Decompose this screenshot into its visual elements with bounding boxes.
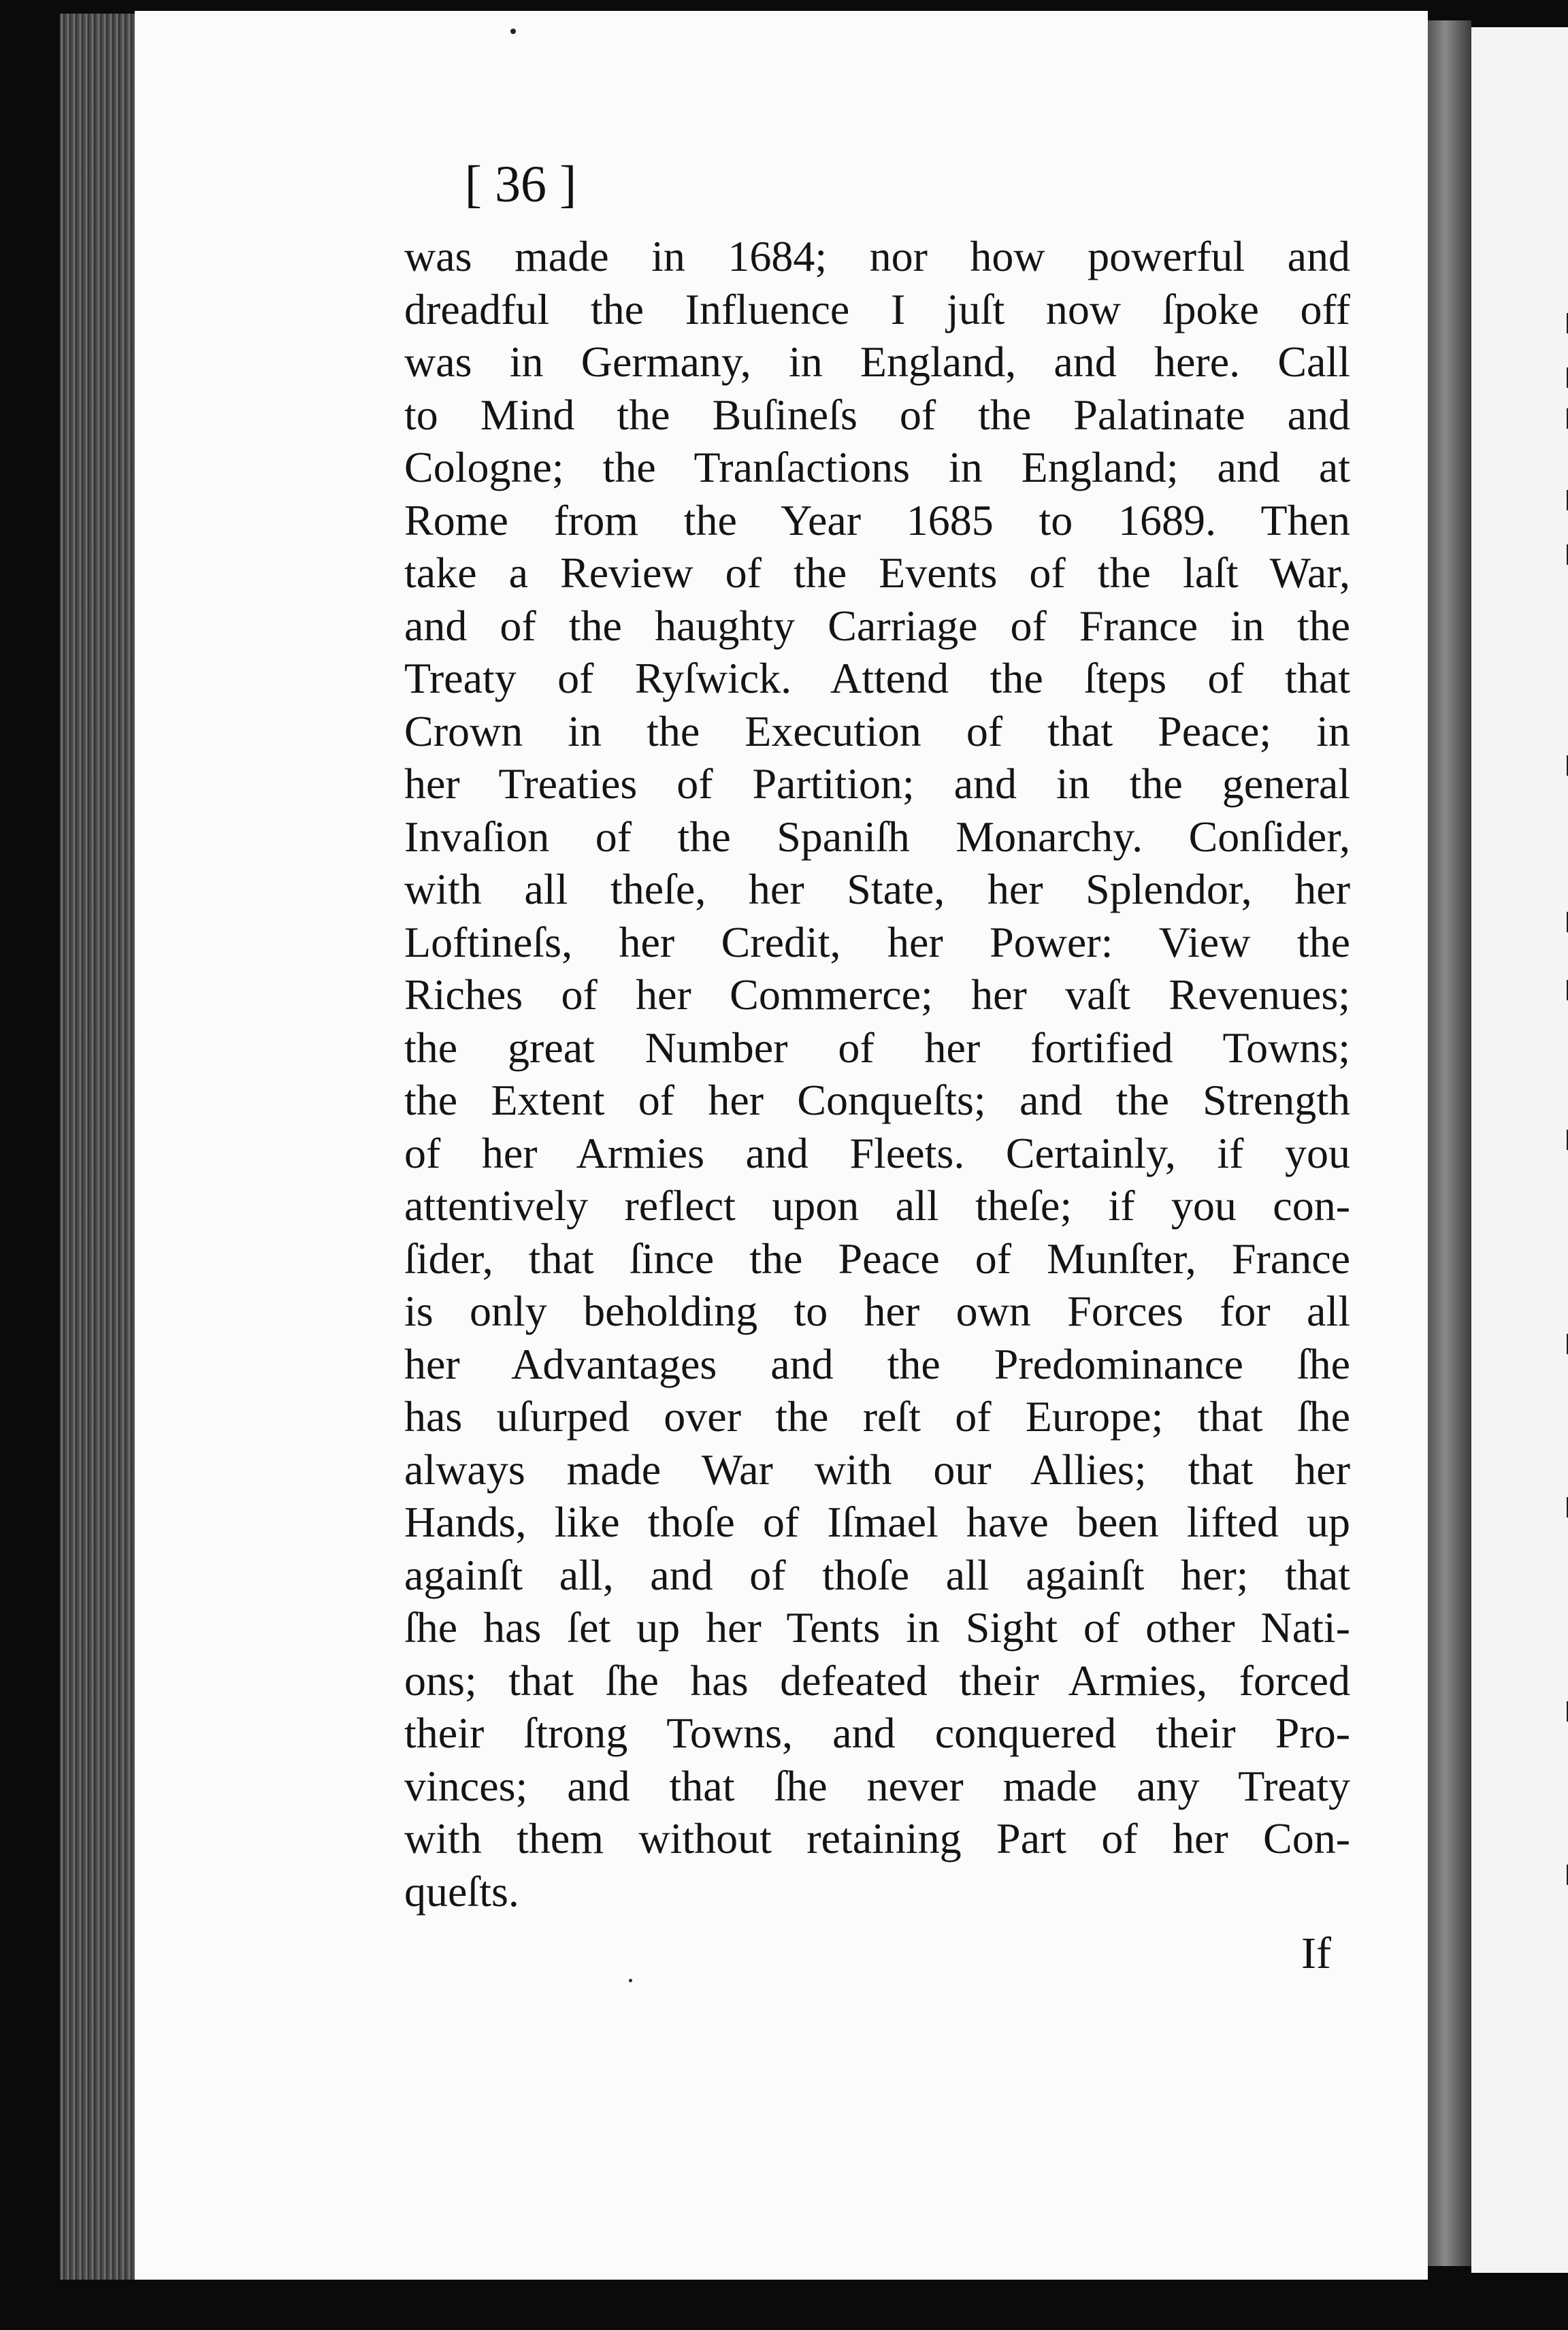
text-line: Cologne; the Tranſactions in England; and at xyxy=(404,443,1350,491)
text-line: the great Number of her fortified Towns; xyxy=(404,1023,1350,1072)
text-line: Riches of her Commerce; her vaſt Revenues; xyxy=(404,970,1350,1019)
text-line: Hands, like thoſe of Iſmael have been lifted up xyxy=(404,1498,1350,1546)
text-line: Crown in the Execution of that Peace; in xyxy=(404,706,1350,755)
text-line: Invaſion of the Spaniſh Monarchy. Conſider, xyxy=(404,812,1350,861)
text-line: her Advantages and the Predominance ſhe xyxy=(404,1339,1350,1388)
book-bottom-shadow xyxy=(0,2280,1568,2330)
book-gutter xyxy=(1428,20,1471,2266)
book-page-edges xyxy=(60,14,136,2280)
text-line: ſider, that ſince the Peace of Munſter, France xyxy=(404,1234,1350,1283)
text-line: Treaty of Ryſwick. Attend the ſteps of that xyxy=(404,654,1350,702)
body-text xyxy=(404,230,1350,1918)
text-line: ons; that ſhe has defeated their Armies, forced xyxy=(404,1656,1350,1705)
text-line: always made War with our Allies; that her xyxy=(404,1445,1350,1494)
text-line: with them without retaining Part of her Con- xyxy=(404,1814,1350,1863)
facing-page-edge xyxy=(1471,27,1568,2273)
ink-speck xyxy=(510,29,516,34)
text-line: has uſurped over the reſt of Europe; that ſhe xyxy=(404,1392,1350,1441)
text-line: was in Germany, in England, and here. Call xyxy=(404,338,1350,386)
text-line: to Mind the Buſineſs of the Palatinate and xyxy=(404,390,1350,439)
text-line: her Treaties of Partition; and in the general xyxy=(404,759,1350,808)
text-line: queſts. xyxy=(404,1867,519,1916)
text-line: dreadful the Influence I juſt now ſpoke off xyxy=(404,284,1350,333)
text-line: their ſtrong Towns, and conquered their Pro- xyxy=(404,1709,1350,1757)
ink-speck xyxy=(629,1979,632,1982)
text-line: attentively reflect upon all theſe; if you con- xyxy=(404,1181,1350,1230)
text-line: Loftineſs, her Credit, her Power: View the xyxy=(404,917,1350,966)
text-line: is only beholding to her own Forces for all xyxy=(404,1287,1350,1335)
text-line: of her Armies and Fleets. Certainly, if you xyxy=(404,1128,1350,1177)
text-line: take a Review of the Events of the laſt War, xyxy=(404,548,1350,597)
text-line: againſt all, and of thoſe all againſt her; that xyxy=(404,1550,1350,1599)
text-line: the Extent of her Conqueſts; and the Strength xyxy=(404,1076,1350,1124)
text-line: and of the haughty Carriage of France in the xyxy=(404,601,1350,650)
text-line: was made in 1684; nor how powerful and xyxy=(404,232,1350,280)
text-line: with all theſe, her State, her Splendor, her xyxy=(404,865,1350,913)
text-line: ſhe has ſet up her Tents in Sight of other Nati- xyxy=(404,1603,1350,1652)
catchword: If xyxy=(1301,1929,1331,1978)
page-number: [ 36 ] xyxy=(464,156,577,213)
text-line: vinces; and that ſhe never made any Treaty xyxy=(404,1761,1350,1810)
text-line: Rome from the Year 1685 to 1689. Then xyxy=(404,495,1350,544)
